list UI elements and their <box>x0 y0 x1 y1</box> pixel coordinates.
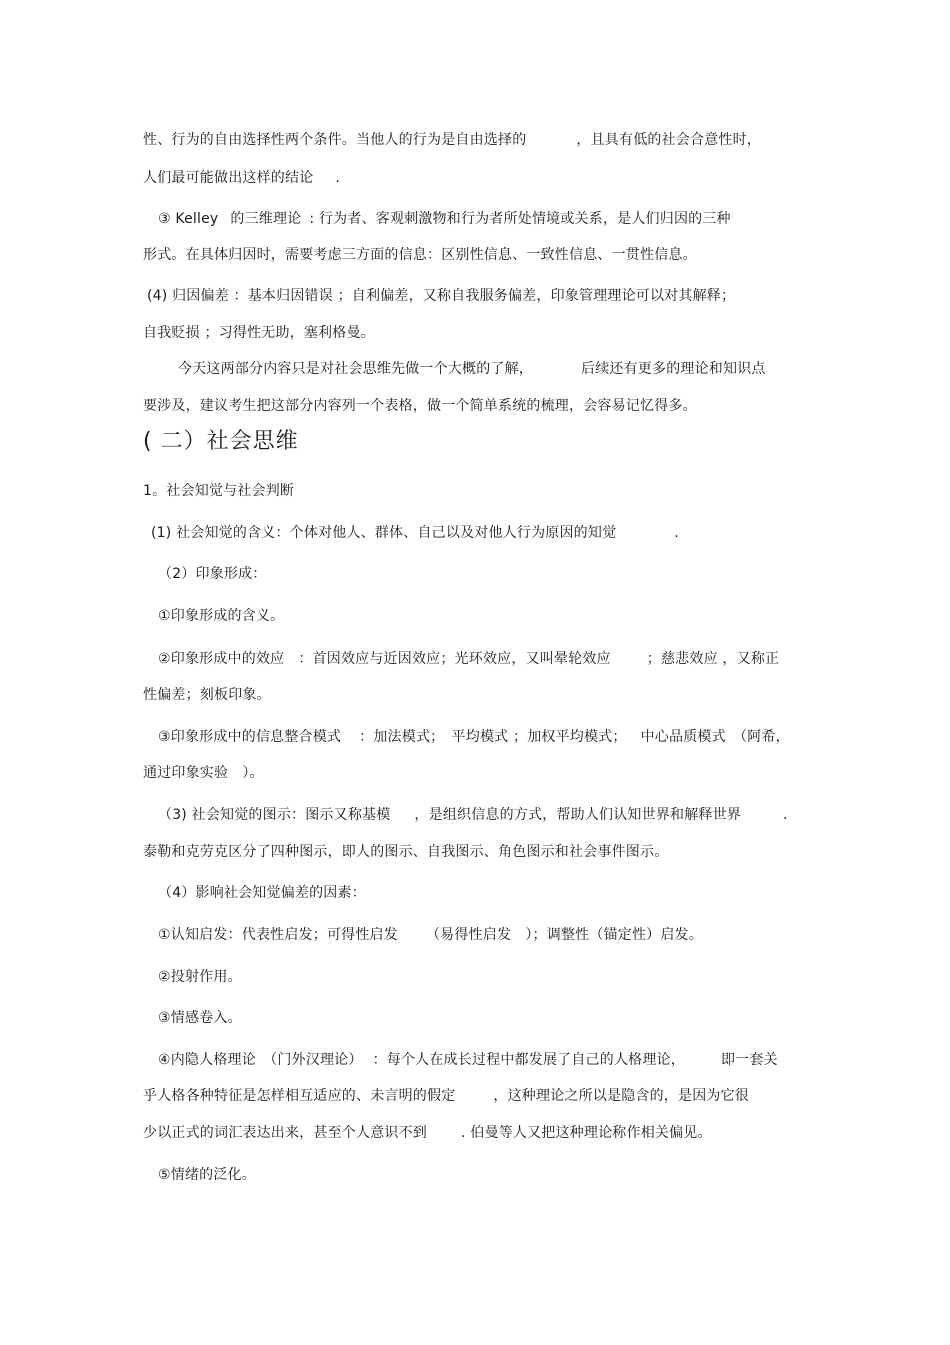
text-segment: (1) 社会知觉的含义：个体对他人、群体、自己以及对他人行为原因的知觉 <box>151 525 617 541</box>
text-segment: . 伯曼等人又把这种理论称作相关偏见。 <box>461 1125 712 1141</box>
text-segment: ：首因效应与近因效应；光环效应，又叫晕轮效应 <box>298 651 611 667</box>
text-segment: 要涉及，建议考生把这部分内容列一个表格，做一个简单系统的梳理，会容易记忆得多。 <box>143 398 697 414</box>
text-line-7 <box>178 360 766 378</box>
text-line-14 <box>158 650 779 668</box>
text-segment: 自我贬损 ；习得性无助，塞利格曼。 <box>143 325 375 341</box>
text-segment: 乎人格各种特征是怎样相互适应的、未言明的假定 <box>143 1088 456 1104</box>
text-line-26 <box>143 1124 712 1142</box>
text-segment: ，是组织信息的方式，帮助人们认知世界和解释世界 <box>414 807 742 823</box>
text-segment: 泰勒和克劳克区分了四种图示，即人的图示、自我图示、角色图示和社会事件图示。 <box>143 844 669 860</box>
text-segment: : 行为者、客观刺激物和行为者所处情境或关系，是人们归因的三种 <box>309 211 731 227</box>
text-segment: ：每个人在成长过程中都发展了自己的人格理论， <box>372 1052 685 1068</box>
text-line-23 <box>158 1009 242 1027</box>
text-line-19 <box>143 843 668 861</box>
text-line-15 <box>143 686 271 704</box>
text-segment: 中心品质模式 （阿希， <box>640 729 790 745</box>
text-segment: ④内隐人格理论 （门外汉理论） <box>158 1052 363 1068</box>
text-segment: 后续还有更多的理论和知识点 <box>581 361 766 377</box>
text-line-22 <box>158 968 242 986</box>
text-line-1 <box>143 131 761 149</box>
text-segment: ①印象形成的含义。 <box>158 608 285 624</box>
text-segment: （易得性启发 ）；调整性（锚定性）启发。 <box>425 927 703 943</box>
text-segment: （2）印象形成： <box>158 566 267 582</box>
text-segment: . <box>335 170 341 186</box>
text-line-24 <box>158 1051 778 1069</box>
text-segment: ③印象形成中的信息整合模式 <box>158 729 342 745</box>
text-segment: 人们最可能做出这样的结论 <box>143 170 314 186</box>
text-segment: 通过印象实验 ）。 <box>143 765 264 781</box>
text-segment: 即一套关 <box>720 1052 778 1068</box>
text-line-21 <box>158 926 703 944</box>
text-segment: ，且具有低的社会合意性时， <box>576 132 762 148</box>
text-segment: ②投射作用。 <box>158 969 242 985</box>
text-segment: 今天这两部分内容只是对社会思维先做一个大概的了解， <box>178 361 533 377</box>
text-line-4 <box>143 246 697 264</box>
text-line-13 <box>158 607 284 625</box>
text-line-20 <box>158 884 366 902</box>
text-line-3 <box>158 210 731 228</box>
text-segment: ：加法模式； 平均模式 ；加权平均模式； <box>359 729 627 745</box>
text-segment: ①认知启发：代表性启发；可得性启发 <box>158 927 398 943</box>
text-line-5 <box>147 287 735 305</box>
text-segment: . <box>783 807 788 823</box>
text-segment: 少以正式的词汇表达出来，甚至个人意识不到 <box>143 1125 427 1141</box>
text-segment: (4) 归因偏差 ：基本归因错误 ；自利偏差，又称自我服务偏差，印象管理理论可以对其解释； <box>147 288 736 304</box>
text-segment: ③情感卷入。 <box>158 1010 242 1026</box>
text-segment: ；慈悲效应 ，又称正 <box>646 651 780 667</box>
text-line-12 <box>158 565 267 583</box>
section-heading: ( 二）社会思维 <box>143 429 299 454</box>
text-line-17 <box>143 764 264 782</box>
text-segment: ②印象形成中的效应 <box>158 651 285 667</box>
text-segment: 的三维理论 <box>230 211 302 227</box>
text-line-25 <box>143 1087 749 1105</box>
text-segment: 形式。在具体归因时，需要考虑三方面的信息：区别性信息、一致性信息、一贯性信息。 <box>143 247 697 263</box>
text-line-18 <box>158 806 788 824</box>
text-line-6 <box>143 324 375 342</box>
text-segment: . <box>674 525 679 541</box>
text-segment: ③ Kelley <box>158 211 219 227</box>
text-segment: （4）影响社会知觉偏差的因素： <box>158 885 366 901</box>
text-line-27 <box>158 1166 256 1184</box>
text-segment: ，这种理论之所以是隐含的，是因为它很 <box>493 1088 750 1104</box>
text-segment: ⑤情绪的泛化。 <box>158 1167 256 1183</box>
text-line-2 <box>143 169 340 187</box>
text-line-16 <box>158 728 790 746</box>
text-segment: 性、行为的自由选择性两个条件。当他人的行为是自由选择的 <box>143 132 527 148</box>
text-segment: 1。社会知觉与社会判断 <box>143 483 295 499</box>
text-line-10 <box>143 482 294 500</box>
text-segment: 性偏差；刻板印象。 <box>143 687 271 703</box>
text-segment: （3) 社会知觉的图示：图示又称基模 <box>158 807 391 823</box>
text-line-11 <box>151 524 679 542</box>
text-line-8 <box>143 397 697 415</box>
